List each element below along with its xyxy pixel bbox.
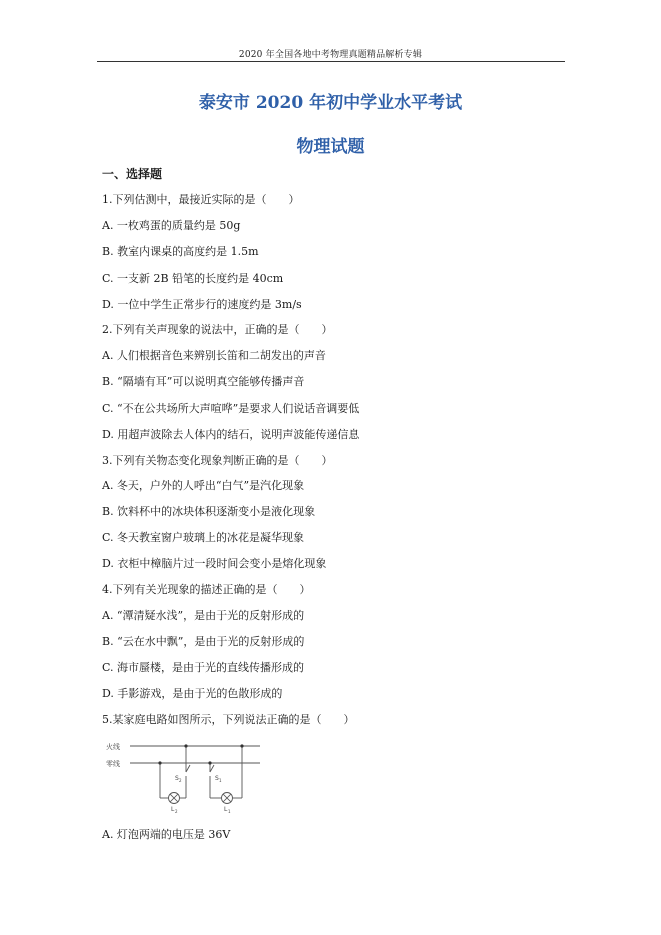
junction-dot xyxy=(240,744,243,747)
option-3b: B. 饮料杯中的冰块体积逐渐变小是液化现象 xyxy=(102,505,316,518)
switch-s1-subscript: 1 xyxy=(219,778,222,783)
header-divider xyxy=(97,61,565,62)
switch-s2 xyxy=(186,765,190,772)
option-3d: D. 衣柜中樟脑片过一段时间会变小是熔化现象 xyxy=(102,557,327,570)
question-1: 1.下列估测中，最接近实际的是（ ） xyxy=(102,193,300,206)
branch-1 xyxy=(210,746,242,814)
neutral-wire-label: 零线 xyxy=(106,760,120,768)
lamp-l2-label: L xyxy=(171,806,175,813)
page-subtitle: 物理试题 xyxy=(296,137,365,157)
option-2a: A. 人们根据音色来辨别长笛和二胡发出的声音 xyxy=(102,349,326,362)
page-title: 泰安市 2020 年初中学业水平考试 xyxy=(198,93,463,113)
branch-2 xyxy=(160,746,190,814)
running-header: 2020 年全国各地中考物理真题精品解析专辑 xyxy=(238,50,423,60)
lamp-l1-subscript: 1 xyxy=(228,809,231,814)
option-2c: C. “不在公共场所大声喧哗”是要求人们说话音调要低 xyxy=(102,402,360,415)
option-2d: D. 用超声波除去人体内的结石，说明声波能传递信息 xyxy=(102,428,360,441)
junction-dot xyxy=(184,744,187,747)
lamp-l1-label: L xyxy=(224,806,228,813)
option-4a: A. “潭清疑水浅”，是由于光的反射形成的 xyxy=(102,609,305,622)
option-3c: C. 冬天教室窗户玻璃上的冰花是凝华现象 xyxy=(102,531,305,544)
option-2b: B. “隔墙有耳”可以说明真空能够传播声音 xyxy=(102,375,305,388)
lamp-l2-icon xyxy=(169,793,180,804)
option-3a: A. 冬天，户外的人呼出“白气”是汽化现象 xyxy=(102,479,305,492)
lamp-l1-icon xyxy=(222,793,233,804)
option-1c: C. 一支新 2B 铅笔的长度约是 40cm xyxy=(102,272,284,285)
option-1b: B. 教室内课桌的高度约是 1.5m xyxy=(102,245,259,258)
option-1a: A. 一枚鸡蛋的质量约是 50g xyxy=(102,219,241,232)
question-4: 4.下列有关光现象的描述正确的是（ ） xyxy=(102,583,311,596)
question-3: 3.下列有关物态变化现象判断正确的是（ ） xyxy=(102,454,333,467)
option-1d: D. 一位中学生正常步行的速度约是 3m/s xyxy=(102,298,302,311)
option-4d: D. 手影游戏，是由于光的色散形成的 xyxy=(102,687,283,700)
junction-dot xyxy=(158,761,161,764)
section-heading: 一、选择题 xyxy=(102,167,163,181)
option-4c: C. 海市蜃楼，是由于光的直线传播形成的 xyxy=(102,661,305,674)
switch-s1 xyxy=(210,765,214,772)
live-wire-label: 火线 xyxy=(106,743,120,751)
option-4b: B. “云在水中飘”，是由于光的反射形成的 xyxy=(102,635,305,648)
question-5: 5.某家庭电路如图所示，下列说法正确的是（ ） xyxy=(102,713,355,726)
question-2: 2.下列有关声现象的说法中，正确的是（ ） xyxy=(102,323,333,336)
switch-s2-subscript: 2 xyxy=(179,778,182,783)
option-5a: A. 灯泡两端的电压是 36V xyxy=(102,828,231,841)
switch-s2-label: S xyxy=(175,775,179,782)
switch-s1-label: S xyxy=(215,775,219,782)
junction-dot xyxy=(208,761,211,764)
circuit-diagram xyxy=(102,736,272,814)
lamp-l2-subscript: 2 xyxy=(175,809,178,814)
